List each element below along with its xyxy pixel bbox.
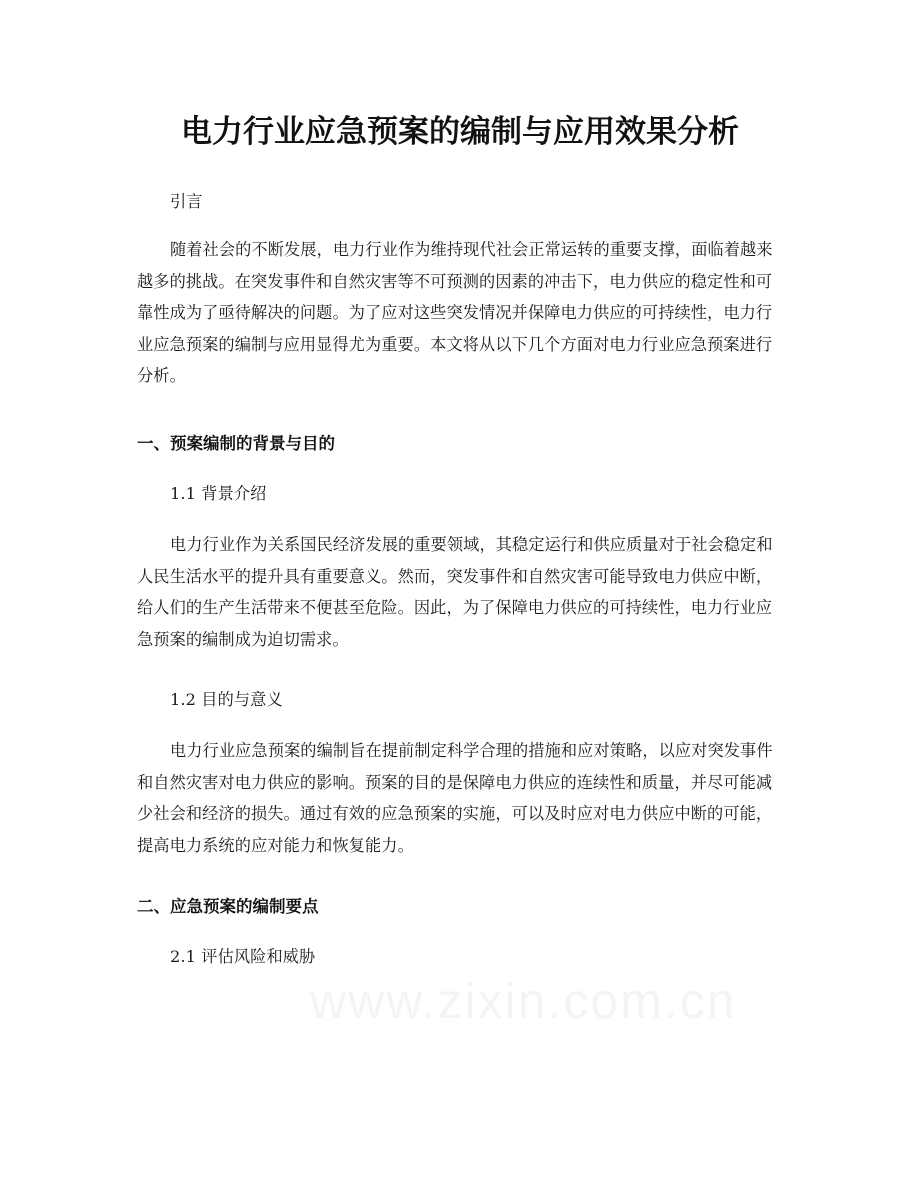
intro-label: 引言: [170, 192, 203, 211]
section-1-heading: 一、预案编制的背景与目的: [137, 434, 335, 453]
intro-paragraph: 随着社会的不断发展，电力行业作为维持现代社会正常运转的重要支撑，面临着越来越多的挑战。在突发事件和自然灾害等不可预测的因素的冲击下，电力供应的稳定性和可靠性成为了亟待解决的问题。为了应对这些突发情况并保障电力供应的可持续性，电力行业应急预案的编制与应用显得尤为重要。本文将从以下几个方面对电力行业应急预案进行分析。: [137, 240, 773, 385]
section-2-heading: 二、应急预案的编制要点: [137, 897, 319, 916]
section-1-1-paragraph: 电力行业作为关系国民经济发展的重要领域，其稳定运行和供应质量对于社会稳定和人民生活水平的提升具有重要意义。然而，突发事件和自然灾害可能导致电力供应中断，给人们的生产生活带来不便甚至危险。因此，为了保障电力供应的可持续性，电力行业应急预案的编制成为迫切需求。: [137, 535, 773, 649]
document-title: 电力行业应急预案的编制与应用效果分析: [181, 114, 739, 150]
watermark: [310, 972, 737, 1030]
section-1-2-paragraph: 电力行业应急预案的编制旨在提前制定科学合理的措施和应对策略，以应对突发事件和自然灾害对电力供应的影响。预案的目的是保障电力供应的连续性和质量，并尽可能减少社会和经济的损失。通过有效的应急预案的实施，可以及时应对电力供应中断的可能，提高电力系统的应对能力和恢复能力。: [137, 741, 773, 855]
section-1-1-label: 1.1 背景介绍: [170, 484, 267, 503]
section-2-1-label: 2.1 评估风险和威胁: [170, 947, 316, 966]
section-1-2-label: 1.2 目的与意义: [170, 690, 283, 709]
